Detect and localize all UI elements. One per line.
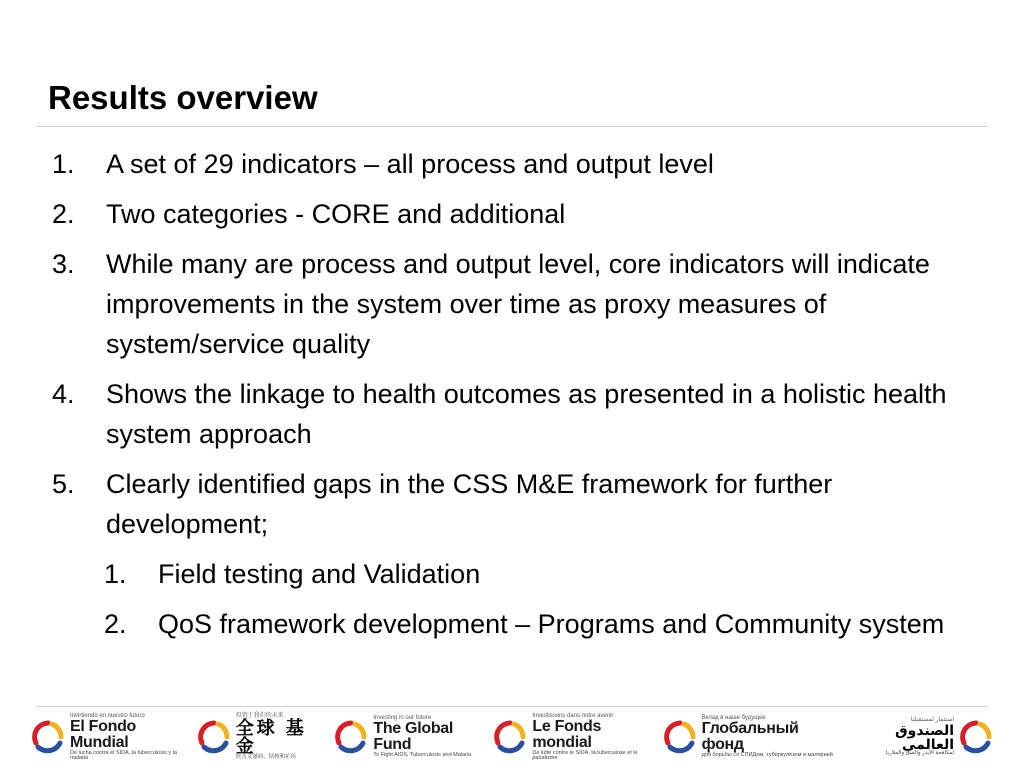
sub-list-item-text: QoS framework development – Programs and Community system [158,609,945,639]
logo-name: The Global Fund [373,720,454,754]
logo-subtitle: для борьбы со СПИДом, туберкулезом и малярией [701,752,833,759]
global-fund-swirl-icon [30,719,66,755]
list-item [52,144,982,184]
slide-title: Results overview [48,79,318,116]
logo-tagline: استثمار لمستقبلنا [910,717,955,724]
list-item [52,194,982,234]
footer-logo-strip [30,712,994,762]
footer-divider [36,706,988,707]
logo-le-fonds-mondial [492,713,661,762]
logo-tagline: Investing in our future [373,715,432,722]
logo-tagline: 投资于我们的未来 [235,713,284,720]
sub-list-item [104,604,982,644]
logo-russian [662,715,842,759]
list-item-number: 5. [52,469,75,499]
list-item-text: Shows the linkage to health outcomes as presented in a holistic health system approach [106,379,947,449]
results-list [52,144,982,654]
logo-arabic [842,717,994,757]
list-item-number: 3. [52,249,75,279]
logo-subtitle: De lutte contre le SIDA, la tuberculose et le paludisme [532,749,638,761]
sub-list-item [104,554,982,594]
logo-name: El Fondo Mundial [70,717,137,751]
logo-subtitle: 抗击艾滋病、结核和疟疾 [235,754,297,761]
logo-tagline: Investissons dans notre avenir [532,712,614,719]
sub-list-item-number: 1. [104,559,127,589]
list-item [52,374,982,454]
logo-chinese [196,713,334,761]
list-item-number: 1. [52,149,75,179]
list-item [52,244,982,364]
list-item-text: Clearly identified gaps in the CSS M&E framework for further development; [106,469,833,539]
logo-tagline: Вклад в наше будущее [701,715,766,722]
logo-name: Le Fonds mondial [532,717,602,751]
global-fund-swirl-icon [662,719,698,755]
list-item [52,464,982,544]
list-item-text: While many are process and output level, core indicators will indicate improvements in the system over time as proxy measures of system/service quality [106,249,930,359]
list-item-number: 2. [52,199,75,229]
logo-name: Глобальный фонд [701,720,799,754]
list-item-text: A set of 29 indicators – all process and output level [106,149,714,179]
logo-tagline: Invirtiendo en nuestro futuro [70,712,145,719]
global-fund-swirl-icon [958,719,994,755]
logo-the-global-fund [333,715,492,759]
logo-name: 全球 基 金 [235,718,307,757]
logo-subtitle: To Fight AIDS, Tuberculosis and Malaria [373,752,472,759]
global-fund-swirl-icon [333,719,369,755]
list-item-number: 4. [52,379,75,409]
sub-list-item-text: Field testing and Validation [158,559,481,589]
global-fund-swirl-icon [196,719,232,755]
sub-list-item-number: 2. [104,609,127,639]
global-fund-swirl-icon [492,719,528,755]
logo-name: الصندوق العالمي [895,722,955,753]
logo-subtitle: لمكافحة الأيدز والسل والملاريا [885,750,955,757]
title-divider [36,126,988,127]
logo-el-fondo-mundial [30,713,196,762]
list-item-text: Two categories - CORE and additional [106,199,566,229]
logo-subtitle: De lucha contra el SIDA, la tuberculosis y la malaria [70,749,177,761]
